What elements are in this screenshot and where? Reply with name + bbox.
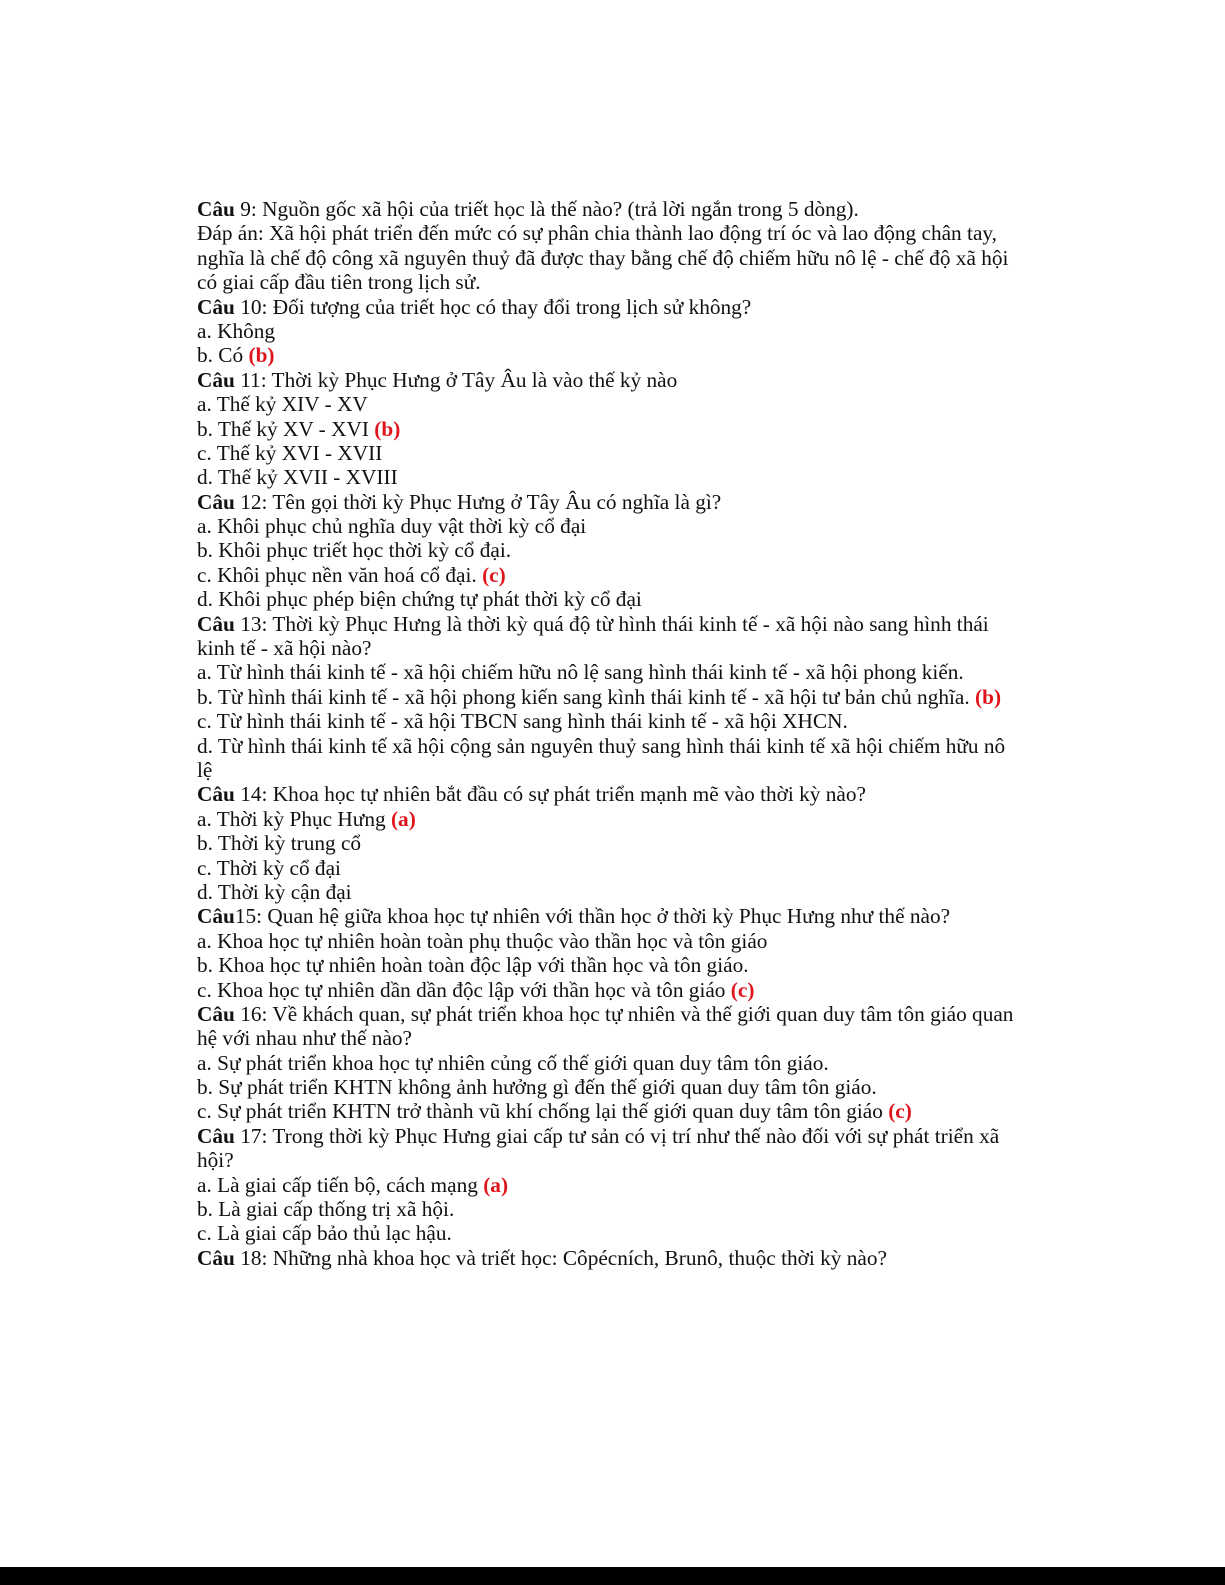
- text-line: [197, 953, 1027, 977]
- answer-marker: (a): [390, 806, 416, 831]
- line-text: 14: Khoa học tự nhiên bắt đầu có sự phát triển mạnh mẽ vào thời kỳ nào?: [234, 782, 866, 807]
- question-label: Câu: [197, 904, 235, 929]
- question-line: [197, 1246, 1027, 1270]
- text-line: [197, 1051, 1027, 1075]
- text-line: [197, 856, 1027, 880]
- text-line: [197, 807, 1027, 831]
- line-text: b. Thời kỳ trung cổ: [197, 831, 362, 856]
- line-text: b. Là giai cấp thống trị xã hội.: [197, 1197, 455, 1222]
- line-text: a. Thời kỳ Phục Hưng: [197, 806, 391, 831]
- text-line: [197, 1148, 1027, 1172]
- line-text: a. Sự phát triển khoa học tự nhiên củng cố thế giới quan duy tâm tôn giáo.: [197, 1050, 829, 1075]
- line-text: 11: Thời kỳ Phục Hưng ở Tây Âu là vào thế kỷ nào: [234, 367, 678, 392]
- line-text: 18: Những nhà khoa học và triết học: Côpécních, Brunô, thuộc thời kỳ nào?: [234, 1245, 887, 1270]
- line-text: d. Thế kỷ XVII - XVIII: [197, 465, 398, 490]
- text-line: [197, 343, 1027, 367]
- text-line: [197, 465, 1027, 489]
- text-line: [197, 514, 1027, 538]
- line-text: c. Từ hình thái kinh tế - xã hội TBCN sang hình thái kinh tế - xã hội XHCN.: [197, 709, 848, 734]
- line-text: a. Là giai cấp tiến bộ, cách mạng: [197, 1172, 484, 1197]
- line-text: b. Khoa học tự nhiên hoàn toàn độc lập với thần học và tôn giáo.: [197, 953, 749, 978]
- question-line: [197, 197, 1027, 221]
- line-text: 16: Về khách quan, sự phát triển khoa học tự nhiên và thế giới quan duy tâm tôn giáo quan: [234, 1001, 1014, 1026]
- answer-marker: (a): [483, 1172, 509, 1197]
- question-label: Câu: [197, 367, 235, 392]
- text-line: [197, 1026, 1027, 1050]
- line-text: c. Thời kỳ cổ đại: [197, 855, 341, 880]
- line-text: lệ: [197, 757, 213, 782]
- question-label: Câu: [197, 1245, 235, 1270]
- line-text: 9: Nguồn gốc xã hội của triết học là thế nào? (trả lời ngắn trong 5 dòng).: [234, 197, 859, 221]
- text-line: [197, 978, 1027, 1002]
- question-label: Câu: [197, 1123, 235, 1148]
- text-line: [197, 587, 1027, 611]
- question-line: [197, 368, 1027, 392]
- line-text: c. Thế kỷ XVI - XVII: [197, 440, 383, 465]
- question-line: [197, 1124, 1027, 1148]
- line-text: 10: Đối tượng của triết học có thay đổi trong lịch sử không?: [234, 294, 752, 319]
- text-line: [197, 270, 1027, 294]
- line-text: hội?: [197, 1148, 234, 1173]
- line-text: 15: Quan hệ giữa khoa học tự nhiên với thần học ở thời kỳ Phục Hưng như thế nào?: [234, 904, 951, 929]
- answer-marker: (b): [374, 416, 401, 441]
- text-line: [197, 660, 1027, 684]
- line-text: a. Khôi phục chủ nghĩa duy vật thời kỳ cổ đại: [197, 514, 587, 539]
- text-line: [197, 1099, 1027, 1123]
- text-line: [197, 734, 1027, 758]
- line-text: c. Khôi phục nền văn hoá cổ đại.: [197, 562, 483, 587]
- question-line: [197, 295, 1027, 319]
- line-text: d. Thời kỳ cận đại: [197, 879, 352, 904]
- line-text: a. Từ hình thái kinh tế - xã hội chiếm hữu nô lệ sang hình thái kinh tế - xã hội phong kiến.: [197, 660, 964, 685]
- line-text: có giai cấp đầu tiên trong lịch sử.: [197, 270, 481, 295]
- question-line: [197, 904, 1027, 928]
- question-label: Câu: [197, 611, 235, 636]
- line-text: a. Không: [197, 318, 276, 343]
- text-line: [197, 1221, 1027, 1245]
- text-line: [197, 417, 1027, 441]
- question-label: Câu: [197, 489, 235, 514]
- text-line: [197, 1197, 1027, 1221]
- text-line: [197, 831, 1027, 855]
- text-line: [197, 441, 1027, 465]
- line-text: c. Sự phát triển KHTN trở thành vũ khí chống lại thế giới quan duy tâm tôn giáo: [197, 1099, 889, 1124]
- line-text: a. Khoa học tự nhiên hoàn toàn phụ thuộc vào thần học và tôn giáo: [197, 928, 768, 953]
- line-text: kinh tế - xã hội nào?: [197, 636, 372, 661]
- line-text: b. Từ hình thái kinh tế - xã hội phong kiến sang kình thái kinh tế - xã hội tư bản chủ nghĩa.: [197, 684, 976, 709]
- question-label: Câu: [197, 782, 235, 807]
- text-line: [197, 685, 1027, 709]
- line-text: 17: Trong thời kỳ Phục Hưng giai cấp tư sản có vị trí như thế nào đối với sự phát triển xã: [234, 1123, 1000, 1148]
- line-text: hệ với nhau như thế nào?: [197, 1026, 413, 1051]
- line-text: nghĩa là chế độ công xã nguyên thuỷ đã được thay bằng chế độ chiếm hữu nô lệ - chế độ xã hội: [197, 245, 1009, 270]
- text-line: [197, 758, 1027, 782]
- question-label: Câu: [197, 294, 235, 319]
- line-text: 12: Tên gọi thời kỳ Phục Hưng ở Tây Âu có nghĩa là gì?: [234, 489, 722, 514]
- question-line: [197, 782, 1027, 806]
- line-text: c. Là giai cấp bảo thủ lạc hậu.: [197, 1221, 452, 1246]
- question-line: [197, 1002, 1027, 1026]
- text-line: [197, 880, 1027, 904]
- answer-marker: (b): [248, 343, 275, 368]
- question-line: [197, 490, 1027, 514]
- text-line: [197, 709, 1027, 733]
- text-line: [197, 392, 1027, 416]
- text-line: [197, 563, 1027, 587]
- line-text: d. Khôi phục phép biện chứng tự phát thời kỳ cổ đại: [197, 587, 642, 612]
- line-text: b. Sự phát triển KHTN không ảnh hưởng gì đến thế giới quan duy tâm tôn giáo.: [197, 1075, 877, 1100]
- line-text: b. Thế kỷ XV - XVI: [197, 416, 375, 441]
- text-line: [197, 221, 1027, 245]
- line-text: Đáp án: Xã hội phát triển đến mức có sự phân chia thành lao động trí óc và lao động chân tay,: [197, 221, 997, 246]
- document-page: [197, 197, 1027, 1270]
- line-text: b. Có: [197, 343, 249, 368]
- page-bottom-bar: [0, 1567, 1225, 1585]
- question-label: Câu: [197, 197, 235, 221]
- answer-marker: (b): [975, 684, 1002, 709]
- text-line: [197, 636, 1027, 660]
- text-line: [197, 929, 1027, 953]
- line-text: 13: Thời kỳ Phục Hưng là thời kỳ quá độ từ hình thái kinh tế - xã hội nào sang hình thái: [234, 611, 989, 636]
- text-line: [197, 246, 1027, 270]
- question-label: Câu: [197, 1001, 235, 1026]
- line-text: c. Khoa học tự nhiên dần dần độc lập với thần học và tôn giáo: [197, 977, 731, 1002]
- line-text: b. Khôi phục triết học thời kỳ cổ đại.: [197, 538, 512, 563]
- line-text: a. Thế kỷ XIV - XV: [197, 392, 368, 417]
- text-line: [197, 538, 1027, 562]
- answer-marker: (c): [482, 562, 506, 587]
- answer-marker: (c): [730, 977, 755, 1002]
- answer-marker: (c): [888, 1099, 912, 1124]
- line-text: d. Từ hình thái kinh tế xã hội cộng sản nguyên thuỷ sang hình thái kinh tế xã hội chiếm hữu nô: [197, 733, 1006, 758]
- text-line: [197, 319, 1027, 343]
- text-line: [197, 1173, 1027, 1197]
- text-line: [197, 1075, 1027, 1099]
- question-line: [197, 612, 1027, 636]
